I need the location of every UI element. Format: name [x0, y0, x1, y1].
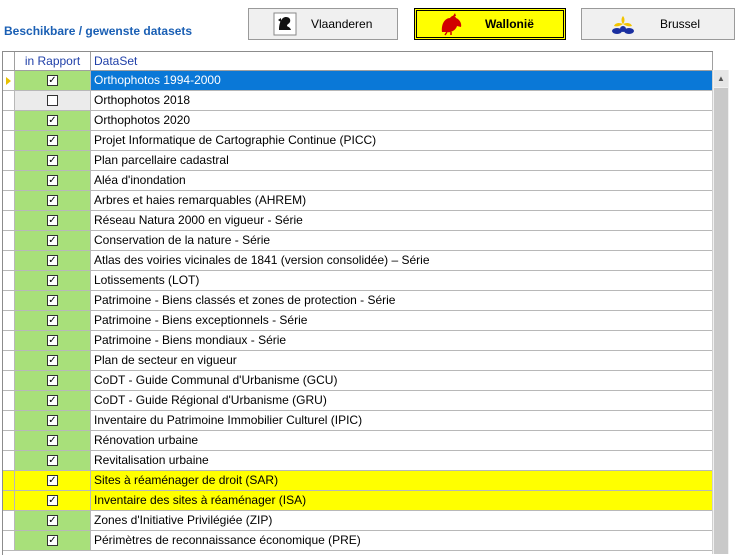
dataset-name-cell[interactable]: Lotissements (LOT): [91, 271, 713, 291]
dataset-name-cell[interactable]: Patrimoine - Biens mondiaux - Série: [91, 331, 713, 351]
region-button-vlaanderen[interactable]: [248, 8, 398, 40]
row-indicator[interactable]: [3, 351, 15, 371]
in-rapport-cell: [15, 431, 91, 451]
region-label: Brussel: [660, 17, 701, 31]
row-indicator[interactable]: [3, 331, 15, 351]
in-rapport-checkbox[interactable]: ✓: [48, 175, 57, 186]
dataset-name-cell[interactable]: Orthophotos 2020: [91, 111, 713, 131]
dataset-name-cell[interactable]: Orthophotos 1994-2000: [91, 71, 713, 91]
in-rapport-cell: [15, 391, 91, 411]
in-rapport-checkbox[interactable]: ✓: [48, 495, 57, 506]
table-row[interactable]: [3, 511, 713, 531]
vertical-scrollbar[interactable]: [712, 70, 730, 554]
table-row[interactable]: [3, 311, 713, 331]
row-indicator[interactable]: [3, 211, 15, 231]
region-button-brussel[interactable]: [581, 8, 735, 40]
table-row[interactable]: [3, 111, 713, 131]
row-indicator[interactable]: [3, 131, 15, 151]
row-indicator[interactable]: [3, 511, 15, 531]
in-rapport-checkbox[interactable]: ✓: [48, 335, 57, 346]
dataset-name-cell[interactable]: Rénovation urbaine: [91, 431, 713, 451]
row-indicator[interactable]: [3, 451, 15, 471]
in-rapport-cell: [15, 471, 91, 491]
scroll-up-icon[interactable]: ▲: [714, 70, 728, 87]
row-indicator[interactable]: [3, 71, 15, 91]
in-rapport-checkbox[interactable]: ✓: [48, 355, 57, 366]
in-rapport-checkbox[interactable]: ✓: [48, 135, 57, 146]
in-rapport-cell: [15, 231, 91, 251]
in-rapport-checkbox[interactable]: ✓: [48, 455, 57, 466]
table-row[interactable]: [3, 391, 713, 411]
in-rapport-cell: [15, 151, 91, 171]
table-row[interactable]: [3, 331, 713, 351]
in-rapport-cell: [15, 271, 91, 291]
dataset-name-cell[interactable]: Revitalisation urbaine: [91, 451, 713, 471]
table-row[interactable]: [3, 151, 713, 171]
table-row[interactable]: [3, 211, 713, 231]
row-indicator[interactable]: [3, 391, 15, 411]
in-rapport-checkbox[interactable]: ✓: [48, 155, 57, 166]
in-rapport-cell: [15, 71, 91, 91]
in-rapport-cell: [15, 191, 91, 211]
dataset-name-cell[interactable]: Zones d'Initiative Privilégiée (ZIP): [91, 511, 713, 531]
datasets-grid[interactable]: [2, 51, 713, 555]
in-rapport-checkbox[interactable]: ✓: [48, 415, 57, 426]
rooster-icon: [439, 12, 465, 36]
row-indicator[interactable]: [3, 531, 15, 551]
header-bar: [0, 0, 737, 52]
row-indicator[interactable]: [3, 411, 15, 431]
dataset-name-cell[interactable]: Arbres et haies remarquables (AHREM): [91, 191, 713, 211]
dataset-name-cell[interactable]: CoDT - Guide Communal d'Urbanisme (GCU): [91, 371, 713, 391]
dataset-name-cell[interactable]: Projet Informatique de Cartographie Continue (PICC): [91, 131, 713, 151]
row-indicator[interactable]: [3, 291, 15, 311]
in-rapport-cell: [15, 131, 91, 151]
grid-rows: [3, 71, 713, 551]
in-rapport-cell: [15, 211, 91, 231]
in-rapport-checkbox[interactable]: ✓: [48, 295, 57, 306]
table-row[interactable]: [3, 251, 713, 271]
in-rapport-cell: [15, 531, 91, 551]
in-rapport-cell: [15, 371, 91, 391]
row-indicator[interactable]: [3, 311, 15, 331]
table-row[interactable]: [3, 171, 713, 191]
table-row[interactable]: [3, 371, 713, 391]
table-row[interactable]: [3, 451, 713, 471]
dataset-name-cell[interactable]: Inventaire des sites à réaménager (ISA): [91, 491, 713, 511]
in-rapport-checkbox[interactable]: ✓: [48, 375, 57, 386]
in-rapport-cell: [15, 291, 91, 311]
in-rapport-cell: [15, 411, 91, 431]
table-row[interactable]: [3, 291, 713, 311]
in-rapport-checkbox[interactable]: ✓: [48, 475, 57, 486]
dataset-name-cell[interactable]: Conservation de la nature - Série: [91, 231, 713, 251]
column-header-in-rapport[interactable]: in Rapport: [15, 52, 91, 71]
in-rapport-cell: [15, 91, 91, 111]
dataset-name-cell[interactable]: Réseau Natura 2000 en vigueur - Série: [91, 211, 713, 231]
dataset-name-cell[interactable]: Orthophotos 2018: [91, 91, 713, 111]
dataset-name-cell[interactable]: Inventaire du Patrimoine Immobilier Culturel (IPIC): [91, 411, 713, 431]
table-row[interactable]: [3, 431, 713, 451]
in-rapport-checkbox[interactable]: ✓: [48, 75, 57, 86]
table-row[interactable]: [3, 411, 713, 431]
dataset-name-cell[interactable]: CoDT - Guide Régional d'Urbanisme (GRU): [91, 391, 713, 411]
in-rapport-checkbox[interactable]: ✓: [48, 315, 57, 326]
dataset-name-cell[interactable]: Plan de secteur en vigueur: [91, 351, 713, 371]
row-indicator[interactable]: [3, 171, 15, 191]
in-rapport-cell: [15, 311, 91, 331]
in-rapport-cell: [15, 351, 91, 371]
in-rapport-cell: [15, 251, 91, 271]
row-indicator[interactable]: [3, 471, 15, 491]
in-rapport-checkbox[interactable]: ✓: [48, 235, 57, 246]
row-indicator[interactable]: [3, 151, 15, 171]
in-rapport-cell: [15, 451, 91, 471]
row-indicator[interactable]: [3, 91, 15, 111]
in-rapport-cell: [15, 491, 91, 511]
region-label: Wallonië: [485, 17, 534, 31]
region-button-wallonie[interactable]: [414, 8, 566, 40]
window-edge: [729, 52, 737, 554]
iris-icon: [610, 14, 636, 36]
in-rapport-checkbox[interactable]: ✓: [48, 255, 57, 266]
in-rapport-checkbox[interactable]: ✓: [48, 395, 57, 406]
in-rapport-checkbox[interactable]: ✓: [48, 535, 57, 546]
region-label: Vlaanderen: [311, 17, 373, 31]
indicator-column-header: [3, 52, 15, 71]
scrollbar-thumb[interactable]: [714, 88, 728, 554]
table-row[interactable]: [3, 491, 713, 511]
in-rapport-checkbox[interactable]: ✓: [48, 435, 57, 446]
row-indicator[interactable]: [3, 111, 15, 131]
table-row[interactable]: [3, 531, 713, 551]
dataset-name-cell[interactable]: Sites à réaménager de droit (SAR): [91, 471, 713, 491]
panel-title: Beschikbare / gewenste datasets: [4, 24, 193, 38]
in-rapport-checkbox[interactable]: ✓: [48, 515, 57, 526]
in-rapport-checkbox[interactable]: ✓: [48, 195, 57, 206]
dataset-name-cell[interactable]: Patrimoine - Biens classés et zones de protection - Série: [91, 291, 713, 311]
dataset-name-cell[interactable]: Plan parcellaire cadastral: [91, 151, 713, 171]
table-row[interactable]: [3, 271, 713, 291]
table-row[interactable]: [3, 71, 713, 91]
current-row-icon: [6, 77, 11, 85]
row-indicator[interactable]: [3, 271, 15, 291]
in-rapport-checkbox[interactable]: ✓: [48, 115, 57, 126]
row-indicator[interactable]: [3, 371, 15, 391]
in-rapport-cell: [15, 111, 91, 131]
row-indicator[interactable]: [3, 251, 15, 271]
row-indicator[interactable]: [3, 491, 15, 511]
dataset-name-cell[interactable]: Périmètres de reconnaissance économique (PRE): [91, 531, 713, 551]
table-row[interactable]: [3, 471, 713, 491]
row-indicator[interactable]: [3, 191, 15, 211]
dataset-name-cell[interactable]: Atlas des voiries vicinales de 1841 (version consolidée) – Série: [91, 251, 713, 271]
table-row[interactable]: [3, 191, 713, 211]
in-rapport-checkbox[interactable]: [47, 95, 58, 106]
in-rapport-cell: [15, 171, 91, 191]
row-indicator[interactable]: [3, 431, 15, 451]
in-rapport-cell: [15, 331, 91, 351]
dataset-name-cell[interactable]: Aléa d'inondation: [91, 171, 713, 191]
table-row[interactable]: [3, 231, 713, 251]
lion-icon: [273, 12, 297, 36]
row-indicator[interactable]: [3, 231, 15, 251]
table-row[interactable]: [3, 131, 713, 151]
in-rapport-cell: [15, 511, 91, 531]
in-rapport-checkbox[interactable]: ✓: [48, 215, 57, 226]
in-rapport-checkbox[interactable]: ✓: [48, 275, 57, 286]
table-row[interactable]: [3, 351, 713, 371]
table-row[interactable]: [3, 91, 713, 111]
dataset-name-cell[interactable]: Patrimoine - Biens exceptionnels - Série: [91, 311, 713, 331]
column-header-dataset[interactable]: DataSet: [91, 52, 713, 71]
